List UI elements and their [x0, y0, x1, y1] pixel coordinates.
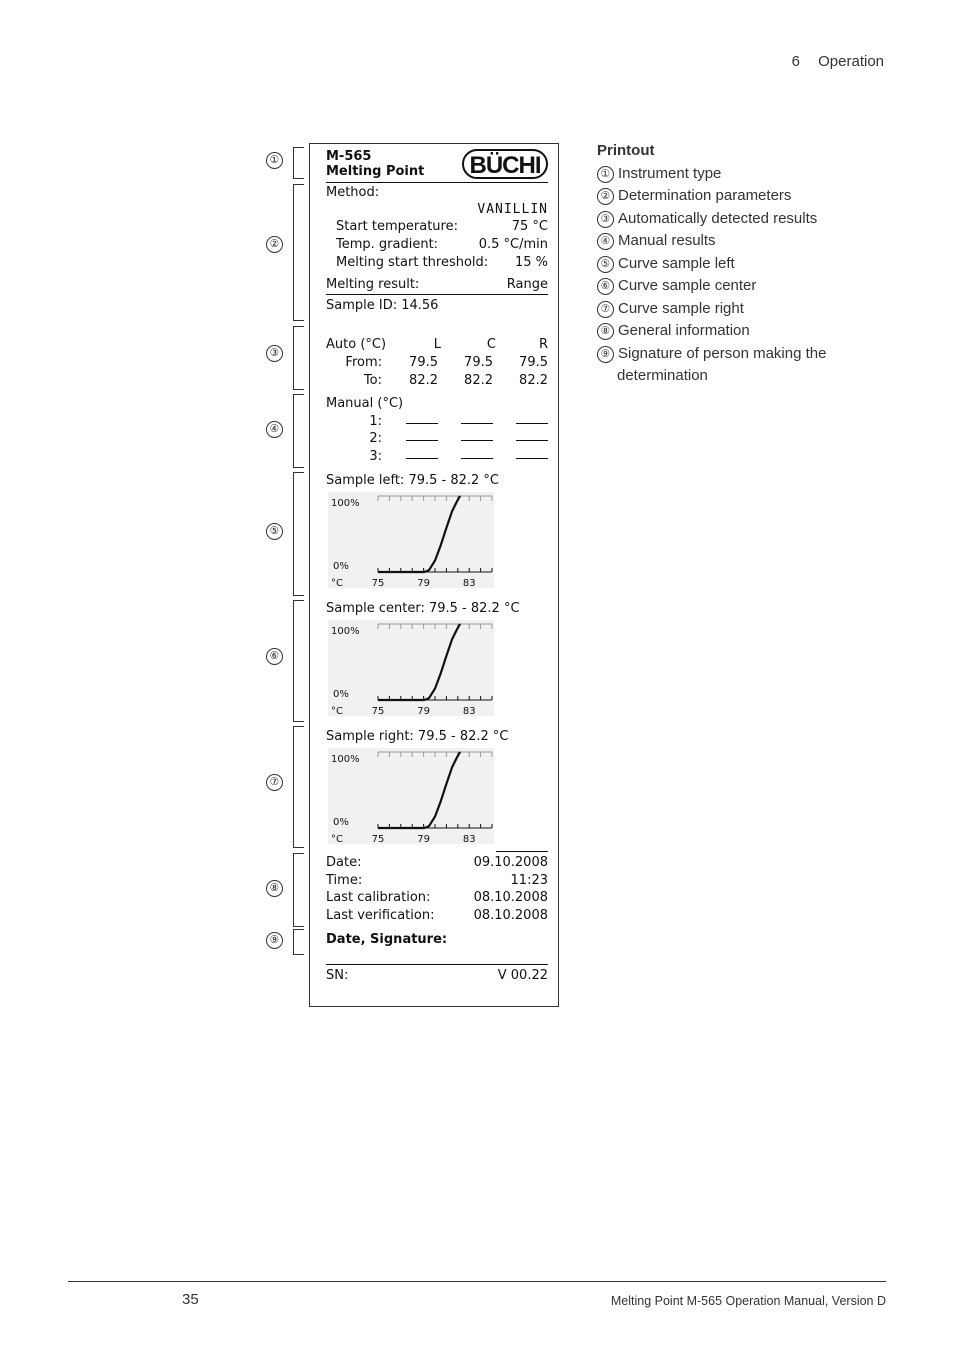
legend-item: ① Instrument type — [597, 163, 826, 186]
gradient-value: 0.5 °C/min — [478, 237, 548, 252]
sample-id: Sample ID: 14.56 — [326, 298, 439, 313]
x-tick-label: 83 — [462, 706, 476, 717]
footer-rule — [68, 1281, 886, 1282]
legend-item: ⑨ Signature of person making the — [597, 343, 826, 366]
y-label-0: 0% — [333, 817, 349, 828]
bracket-9 — [293, 929, 304, 955]
y-label-100: 100% — [331, 498, 360, 509]
chart-sample-center — [326, 599, 548, 723]
verification-row: Last verification: 08.10.2008 — [326, 908, 548, 923]
y-label-0: 0% — [333, 689, 349, 700]
calibration-value: 08.10.2008 — [473, 890, 548, 905]
col-l: L — [433, 337, 441, 352]
bracket-6 — [293, 600, 304, 722]
threshold-row: Melting start threshold: 15 % — [336, 255, 548, 270]
legend-item: ③ Automatically detected results — [597, 208, 826, 231]
footer-title: Melting Point M-565 Operation Manual, Version D — [610, 1294, 886, 1308]
start-temp-row: Start temperature: 75 °C — [336, 219, 548, 234]
legend-item: ④ Manual results — [597, 230, 826, 253]
manual-label: Manual (°C) — [326, 396, 404, 411]
legend-item-continuation: determination — [617, 367, 708, 384]
legend-item: ⑧ General information — [597, 320, 826, 343]
chart-title: Sample right: 79.5 - 82.2 °C — [326, 729, 509, 744]
time-row: Time: 11:23 — [326, 873, 548, 888]
legend-item: ⑥ Curve sample center — [597, 275, 826, 298]
x-tick-label: 75 — [371, 834, 385, 845]
legend-item: ⑤ Curve sample left — [597, 253, 826, 276]
date-row: Date: 09.10.2008 — [326, 855, 548, 870]
legend-item: ⑦ Curve sample right — [597, 298, 826, 321]
callout-4: ④ — [266, 421, 287, 438]
x-tick-label: 83 — [462, 578, 476, 589]
callout-3: ③ — [266, 345, 287, 362]
bracket-3 — [293, 326, 304, 390]
calibration-row: Last calibration: 08.10.2008 — [326, 890, 548, 905]
signature-label: Date, Signature: — [326, 932, 448, 947]
callout-8: ⑧ — [266, 880, 287, 897]
result-value: Range — [506, 277, 548, 292]
method-label: Method: — [326, 185, 380, 200]
start-temp-value: 75 °C — [511, 219, 548, 234]
page-number: 35 — [182, 1291, 199, 1308]
x-tick-label: 79 — [417, 834, 430, 845]
x-tick-label: 75 — [371, 578, 385, 589]
legend — [597, 140, 826, 388]
chapter-number: 6 — [791, 53, 800, 70]
product-name: Melting Point — [326, 164, 425, 179]
y-label-100: 100% — [331, 754, 360, 765]
callout-6: ⑥ — [266, 648, 287, 665]
callout-1: ① — [266, 152, 287, 169]
x-unit: °C — [331, 834, 343, 845]
chapter-title: Operation — [818, 53, 884, 70]
callout-9: ⑨ — [266, 932, 287, 949]
y-label-0: 0% — [333, 561, 349, 572]
date-value: 09.10.2008 — [473, 855, 548, 870]
divider — [326, 182, 548, 183]
x-tick-label: 83 — [462, 834, 476, 845]
chart-title: Sample left: 79.5 - 82.2 °C — [326, 473, 499, 488]
callout-2: ② — [266, 236, 287, 253]
x-tick-label: 79 — [417, 578, 430, 589]
time-value: 11:23 — [510, 873, 548, 888]
x-tick-label: 75 — [371, 706, 385, 717]
legend-item: ② Determination parameters — [597, 185, 826, 208]
printout: M-565 Melting Point BÜCHI Method: VANILLIN Start temperature: 75 °C Temp. gradient: 0.5 °C/min Melting start threshold: 15 % Melting result: Range Sample ID: 14.56 Auto (°C) L C R From: 79.5 79.5 79.5 To: 82.2 82.2 82.2 Manual (°C) 1: 2: 3: Sample left: 79.5 - 82.2 °C 100% 0% °C 75 79 83 Sample center: 79.5 - 82.2 °C 100% 0% °C 75 79 83 Sample right: 79.5 - 82.2 °C 100% 0% °C 75 79 83 Date: 09.10.2008 Time: 11:23 Last calibration: 08.10.2008 Last verification: 08.10.2008 Date, Signature: SN: V 00.22 — [309, 143, 559, 1007]
divider — [496, 851, 548, 852]
x-unit: °C — [331, 578, 343, 589]
chart-sample-right — [326, 727, 548, 851]
x-unit: °C — [331, 706, 343, 717]
auto-header: Auto (°C) L C R — [326, 337, 548, 352]
legend-title: Printout — [597, 142, 655, 159]
bracket-7 — [293, 726, 304, 848]
gradient-row: Temp. gradient: 0.5 °C/min — [336, 237, 548, 252]
verification-value: 08.10.2008 — [473, 908, 548, 923]
method-value: VANILLIN — [477, 202, 548, 217]
sn-row: SN: V 00.22 — [326, 968, 548, 983]
buchi-logo: BÜCHI — [462, 149, 548, 179]
divider — [326, 294, 548, 295]
x-tick-label: 79 — [417, 706, 430, 717]
bracket-8 — [293, 853, 304, 927]
threshold-value: 15 % — [514, 255, 548, 270]
chart-sample-left — [326, 471, 548, 595]
version-value: V 00.22 — [497, 968, 548, 983]
col-c: C — [486, 337, 496, 352]
bracket-4 — [293, 394, 304, 468]
bracket-2 — [293, 184, 304, 321]
y-label-100: 100% — [331, 626, 360, 637]
col-r: R — [538, 337, 548, 352]
page-header — [792, 53, 884, 70]
callout-7: ⑦ — [266, 774, 287, 791]
callout-5: ⑤ — [266, 523, 287, 540]
model: M-565 — [326, 149, 372, 164]
divider — [326, 964, 548, 965]
chart-title: Sample center: 79.5 - 82.2 °C — [326, 601, 520, 616]
bracket-5 — [293, 472, 304, 596]
result-row: Melting result: Range — [326, 277, 548, 292]
bracket-1 — [293, 147, 304, 179]
